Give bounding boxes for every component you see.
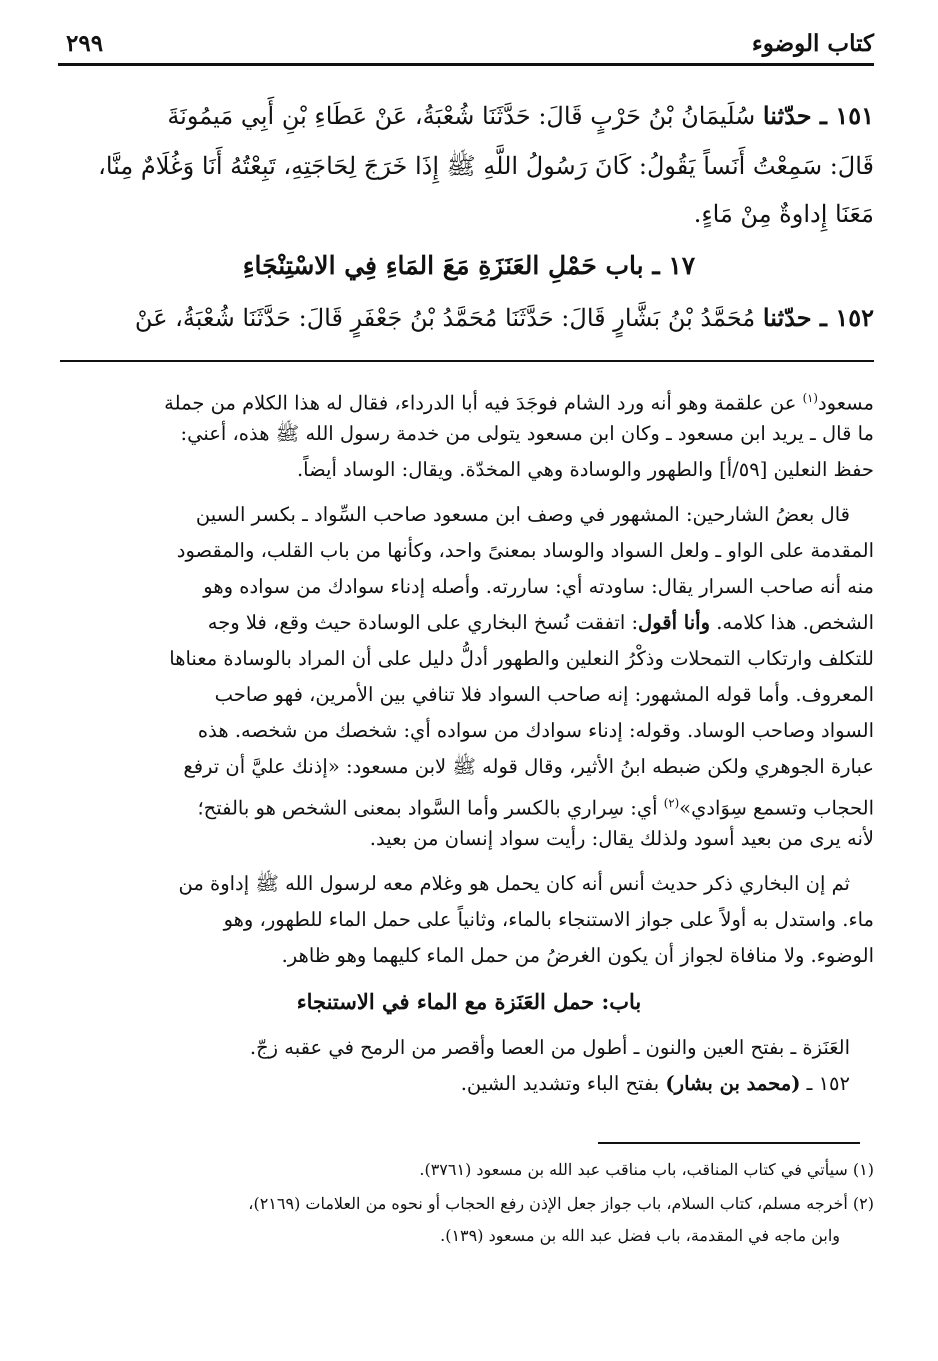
commentary-line: ماء. واستدل به أولاً على جواز الاستنجاء بالماء، وثانياً على حمل الماء للطهور، وهو xyxy=(223,908,874,931)
hadith-151-text: سُلَيمَانُ بْنُ حَرْبٍ قَالَ: حَدَّثَنَا شُعْبَةُ، عَنْ عَطَاءِ بْنِ أَبِي مَيمُونَةَ xyxy=(167,102,756,130)
section-divider xyxy=(60,360,874,362)
commentary-line: عبارة الجوهري ولكن ضبطه ابنُ الأثير، وقال قوله ﷺ لابن مسعود: «إذنك عليَّ أن ترفع xyxy=(183,755,874,778)
chapter-title: كتاب الوضوء xyxy=(751,30,874,57)
chapter-17-heading: ١٧ ـ باب حَمْلِ العَنَزَةِ مَعَ المَاءِ فِي الاسْتِنْجَاءِ xyxy=(242,251,696,280)
footnote-2: (٢) أخرجه مسلم، كتاب السلام، باب جواز جعل الإذن رفع الحجاب أو نحوه من العلامات (٢١٦٩)، xyxy=(248,1194,874,1213)
footnote-1: (١) سيأتي في كتاب المناقب، باب مناقب عبد الله بن مسعود (٣٧٦١). xyxy=(419,1160,874,1179)
commentary-line: قال بعضُ الشارحين: المشهور في وصف ابن مسعود صاحب السِّواد ـ بكسر السين xyxy=(195,503,850,526)
commentary-line: الوضوء. ولا منافاة لجواز أن يكون الغرضُ من حمل الماء كليهما وهو ظاهر. xyxy=(281,944,874,967)
footnote-2-continued: وابن ماجه في المقدمة، باب فضل عبد الله بن مسعود (١٣٩). xyxy=(440,1226,840,1245)
author-remark: وأنا أقول xyxy=(638,611,711,634)
commentary-line xyxy=(64,785,874,821)
commentary-text: : اتفقت نُسخ البخاري على الوسادة حيث وقع، فلا وجه xyxy=(207,611,639,634)
commentary-line xyxy=(64,380,874,416)
commentary-line: لأنه يرى من بعيد أسود ولذلك يقال: رأيت سواد إنسان من بعيد. xyxy=(369,827,874,850)
footnote-divider xyxy=(598,1142,860,1144)
commentary-line: العَنَزة ـ بفتح العين والنون ـ أطول من العصا وأقصر من الرمح في عقبه زجّ. xyxy=(249,1036,850,1059)
footnote-ref-1: (١) xyxy=(802,391,818,405)
hadith-152-text: مُحَمَّدُ بْنُ بَشَّارٍ قَالَ: حَدَّثَنَا مُحَمَّدُ بْنُ جَعْفَرٍ قَالَ: حَدَّثَنَا شُعْبَةُ، عَنْ xyxy=(134,304,756,332)
commentary-line: حفظ النعلين [٥٩/أ] والطهور والوسادة وهي المخدّة. ويقال: الوساد أيضاً. xyxy=(296,458,874,481)
commentary-line: ما قال ـ يريد ابن مسعود ـ وكان ابن مسعود يتولى من خدمة رسول الله ﷺ هذه، أعني: xyxy=(180,422,874,445)
commentary-text: أي: سِراري بالكسر وأما السَّواد بمعنى الشخص هو بالفتح؛ xyxy=(197,796,664,820)
header-rule xyxy=(58,63,874,66)
commentary-text: عن علقمة وهو أنه ورد الشام فوجَدَ فيه أبا الدرداء، فقال له هذا الكلام من جملة xyxy=(164,391,803,415)
commentary-line: السواد وصاحب الوساد. وقوله: إدناء سوادك من سواده أي: شخصك من شخصه. هذه xyxy=(197,719,874,742)
commentary-line xyxy=(64,1066,874,1102)
commentary-line: المعروف. وأما قوله المشهور: إنه صاحب السواد فلا تنافي بين الأمرين، فهو صاحب xyxy=(214,683,874,706)
commentary-text: مسعود xyxy=(817,391,874,415)
commentary-text: بفتح الباء وتشديد الشين. xyxy=(460,1072,666,1095)
commentary-line: منه أنه صاحب السرار يقال: ساودته أي: ساررته. وأصله إدناء سوادك من سواده وهو xyxy=(203,575,874,598)
hadith-151-number: ١٥١ ـ حدّثنا xyxy=(762,101,874,130)
commentary-text: الشخص. هذا كلامه. xyxy=(710,611,874,634)
commentary-text: الحجاب وتسمع سِوَادي» xyxy=(679,796,874,820)
commentary-line: ثم إن البخاري ذكر حديث أنس أنه كان يحمل هو وغلام معه لرسول الله ﷺ إداوة من xyxy=(178,872,850,895)
hadith-151-line: مَعَنَا إِداوةٌ مِنْ مَاءٍ. xyxy=(693,200,874,228)
hadith-151-line xyxy=(64,90,874,142)
hadith-152-number: ١٥٢ ـ حدّثنا xyxy=(762,303,874,332)
commentary-text: ١٥٢ ـ xyxy=(800,1072,850,1095)
bab-heading: باب: حمل العَنَزة مع الماء في الاستنجاء xyxy=(296,989,642,1014)
page-number: ٢٩٩ xyxy=(66,30,104,57)
footnote-ref-2: (٢) xyxy=(663,796,680,810)
commentary-line: للتكلف وارتكاب التمحلات وذكْرُ النعلين والطهور أدلُّ دليل على أن المراد بالوسادة معناها xyxy=(169,647,874,670)
commentary-line xyxy=(64,605,874,641)
narrator-name: (محمد بن بشار) xyxy=(665,1072,801,1095)
hadith-151-line: قَالَ: سَمِعْتُ أَنَساً يَقُولُ: كَانَ رَسُولُ اللَّهِ ﷺ إِذَا خَرَجَ لِحَاجَتِهِ، تَبِعْتُهُ أَنَا وَغُلَامٌ مِنَّا، xyxy=(98,152,874,180)
page-header xyxy=(58,26,874,66)
hadith-152-line xyxy=(64,292,874,344)
commentary-line: المقدمة على الواو ـ ولعل السواد والوساد بمعنىً واحد، وكأنها من باب القلب، والمقصود xyxy=(176,539,874,562)
